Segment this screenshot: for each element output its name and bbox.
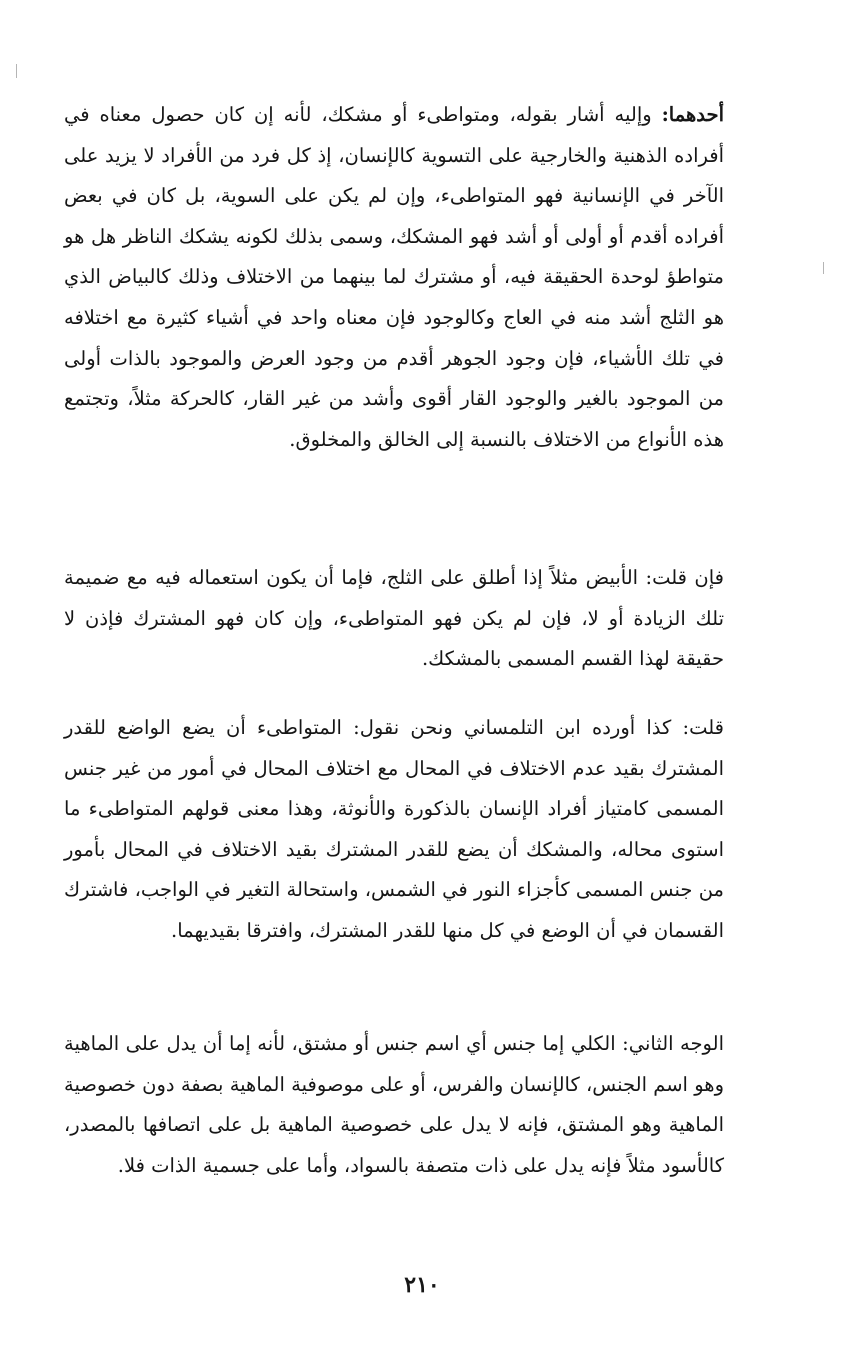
paragraph-3 (64, 708, 724, 952)
paragraph-text: وإليه أشار بقوله، ومتواطىء أو مشكك، لأنه إن كان حصول معناه في أفراده الذهنية والخارجية على التسوية كالإنسان، إذ كل فرد من الأفراد لا يزيد على الآخر في الإنسانية فهو المتواطىء، وإن لم يكن على السوية، بل كان في بعض أفراده أقدم أو أولى أو أشد فهو المشكك، وسمى بذلك لكونه يشكك الناظر هل هو متواطؤ لوحدة الحقيقة فيه، أو مشترك لما بينهما من الاختلاف وذلك كالبياض الذي هو الثلج أشد منه في العاج وكالوجود فإن معناه واحد في أشياء كثيرة مع اختلافه في تلك الأشياء، فإن وجود الجوهر أقدم من وجود العرض والموجود بالذات أولى من الموجود بالغير والوجود القار أقوى وأشد من غير القار، كالحركة مثلاً، وتجتمع هذه الأنواع من الاختلاف بالنسبة إلى الخالق والمخلوق. (64, 103, 724, 451)
paragraph-text: فإن قلت: الأبيض مثلاً إذا أطلق على الثلج، فإما أن يكون استعماله فيه مع ضميمة تلك الزيادة أو لا، فإن لم يكن فهو المتواطىء، وإن كان فهو المشترك فإذن لا حقيقة لهذا القسم المسمى بالمشكك. (64, 566, 724, 671)
page-number: ٢١٠ (404, 1272, 440, 1298)
paragraph-text: قلت: كذا أورده ابن التلمساني ونحن نقول: المتواطىء أن يضع الواضع للقدر المشترك بقيد عدم الاختلاف في المحال مع اختلاف المحال في أمور من غير جنس المسمى كامتياز أفراد الإنسان بالذكورة والأنوثة، وهذا معنى قولهم المتواطىء ما استوى محاله، والمشكك أن يضع للقدر المشترك بقيد الاختلاف في المحال بأمور من جنس المسمى كأجزاء النور في الشمس، واستحالة التغير في الواجب، فاشترك القسمان في أن الوضع في كل منها للقدر المشترك، وافترقا بقيديهما. (64, 716, 724, 942)
paragraph-lead-word: أحدهما: (661, 103, 724, 126)
paragraph-4 (64, 1024, 724, 1186)
paragraph-1 (64, 95, 724, 460)
scan-speck (823, 262, 824, 274)
scan-speck (16, 64, 17, 78)
paragraph-2 (64, 558, 724, 680)
paragraph-text: الوجه الثاني: الكلي إما جنس أي اسم جنس أو مشتق، لأنه إما أن يدل على الماهية وهو اسم الجنس، كالإنسان والفرس، أو على موصوفية الماهية بصفة دون خصوصية الماهية وهو المشتق، فإنه لا يدل على خصوصية الماهية بل على اتصافها بالمصدر، كالأسود مثلاً فإنه يدل على ذات متصفة بالسواد، وأما على جسمية الذات فلا. (64, 1032, 724, 1177)
